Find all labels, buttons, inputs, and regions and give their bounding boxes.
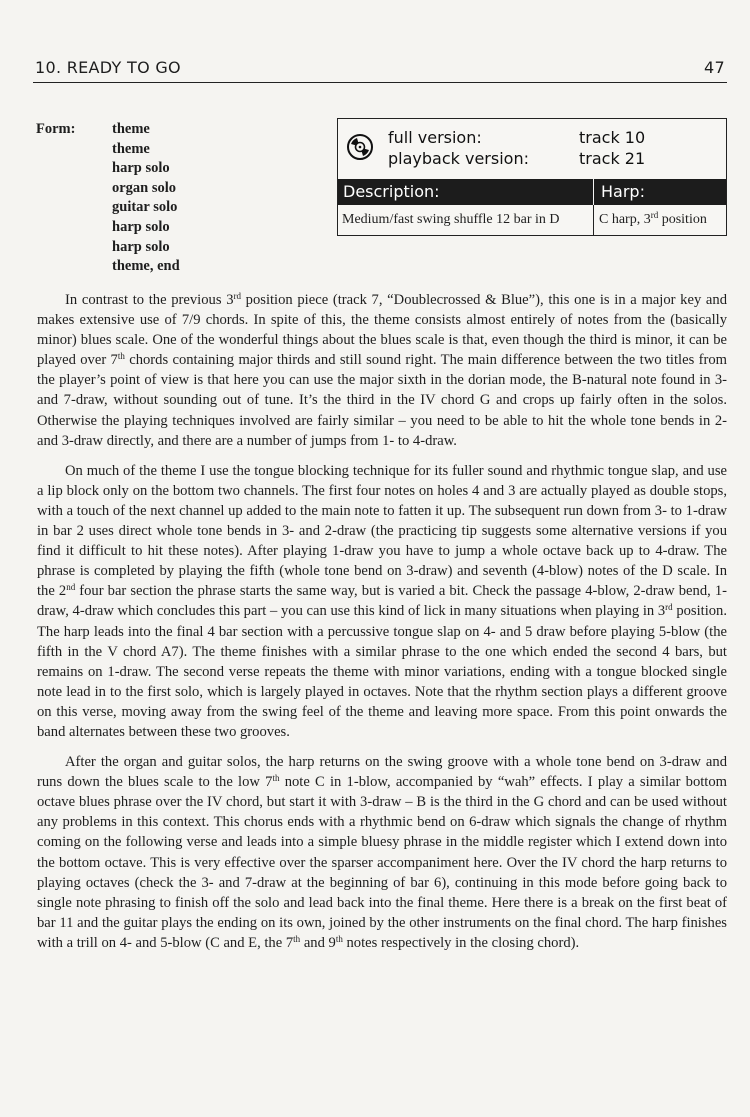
form-item: harp solo (112, 218, 170, 235)
form-item: harp solo (112, 238, 170, 255)
harp-label: Harp: (601, 182, 645, 201)
form-item: guitar solo (112, 199, 178, 216)
description-header (338, 179, 726, 205)
form-item: harp solo (112, 160, 170, 177)
running-header (33, 56, 727, 83)
description-label: Description: (343, 182, 440, 201)
description-row (338, 205, 726, 235)
description-value: Medium/fast swing shuffle 12 bar in D (342, 212, 560, 227)
full-version-track: track 10 (579, 128, 646, 147)
form-item: theme (112, 140, 150, 157)
cd-icon (346, 133, 374, 161)
form-item: theme, end (112, 258, 180, 275)
form-list (112, 120, 180, 277)
paragraph: In contrast to the previous 3rd position piece (track 7, “Doublecrossed & Blue”), this one is in a major key and makes extensive use of 7/9 chords. In spite of this, the theme consists almost entirely of notes from the (basically minor) blues scale. One of the wonderful things about the blues scale is that, even though the third is minor, it can be played over 7th chords containing major thirds and still sound right. The main difference between the two titles from the player’s point of view is that here you can use the major sixth in the dorian mode, the B-natural note found in 3- and 7-draw, without sounding out of tune. It’s the third in the IV chord G and crops up fairly often in the solos. Otherwise the playing techniques involved are fairly similar – you need to be able to hit the whole tone bends in 2- and 3-draw directly, and there are a number of jumps from 1- to 4-draw. (37, 291, 727, 449)
chapter-title: 10. READY TO GO (35, 58, 181, 77)
harp-value: C harp, 3rd position (599, 210, 707, 227)
form-item: organ solo (112, 179, 177, 196)
full-version-label: full version: (388, 128, 482, 147)
body-text (37, 290, 727, 963)
paragraph: After the organ and guitar solos, the harp returns on the swing groove with a whole tone bend on 3-draw and runs down the blues scale to the low 7th note C in 1-blow, accompanied by “wah” effects. I play a similar bottom octave blues phrase over the IV chord, but start it with 3-draw – B is the third in the G chord and can be used without any problems in this context. This chorus ends with a rhythmic bend on 6-draw which signals the change of rhythm coming on the following verse and leads into a simple bluesy phrase in the middle register which I extend down into the bottom octave. This is very effective over the sparser accompaniment here. Over the IV chord the harp returns to playing octaves (check the 3- and 7-draw at the beginning of bar 6), continuing in this mode before going back to single note phrasing to finish off the solo and lead back into the final theme. Here there is a break on the first beat of bar 11 and the guitar plays the ending on its own, joined by the other instruments on the final chord. The harp finishes with a trill on 4- and 5-blow (C and E, the 7th and 9th notes respectively in the closing chord). (37, 754, 727, 951)
paragraph: On much of the theme I use the tongue blocking technique for its fuller sound and rhythmic tongue slap, and use a lip block only on the bottom two channels. The first four notes on holes 4 and 3 are actually played as double stops, with a touch of the next channel up added to the main note to fatten it up. The subsequent run down from 3- to 1-draw in bar 2 uses direct whole tone bends in 3- and 2-draw (the practicing tip suggests some alternative versions if you find it difficult to hit these notes). After playing 1-draw you have to jump a whole octave back up to 4-draw. The phrase is completed by playing the fifth (whole tone bend on 3-draw) and seventh (4-blow) notes of the D scale. In the 2nd four bar section the phrase starts the same way, but is varied a bit. Check the passage 4-blow, 2-draw bend, 1-draw, 4-draw which concludes this part – you can use this kind of lick in many situations when playing in 3rd position. The harp leads into the final 4 bar section with a percussive tongue slap on 4- and 5 draw before playing 5-blow (the fifth in the V chord A7). The theme finishes with a similar phrase to the one which ended the second 4 bars, but remains on 1-draw. The second verse repeats the theme with minor variations, ending with a tongue blocked single note lead in to the first solo, which is largely played in octaves. Note that the rhythm section plays a different groove on this verse, moving away from the swing feel of the theme and leaving more space. From this point onwards the band alternates between these two grooves. (37, 462, 728, 740)
track-info-box (337, 118, 727, 236)
playback-version-label: playback version: (388, 149, 529, 168)
playback-version-track: track 21 (579, 149, 646, 168)
form-item: theme (112, 121, 150, 137)
page-number: 47 (704, 58, 725, 77)
form-label: Form: (36, 121, 76, 137)
